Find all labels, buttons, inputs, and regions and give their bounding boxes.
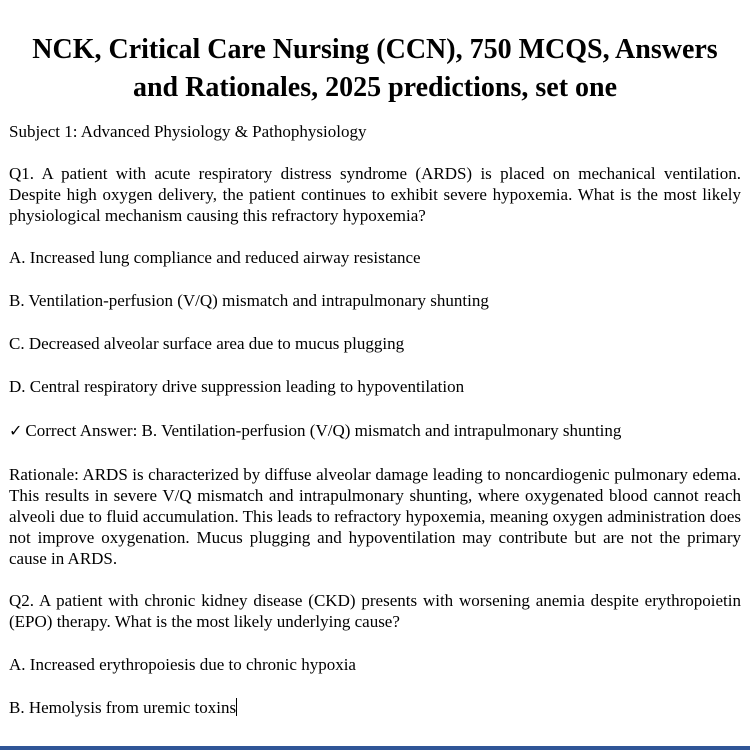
bottom-accent-bar xyxy=(0,746,750,750)
question-1-option-d: D. Central respiratory drive suppression leading to hypoventilation xyxy=(9,377,465,396)
text-cursor xyxy=(236,698,237,716)
check-mark-icon: ✓ xyxy=(9,421,23,440)
question-2-option-b-text: B. Hemolysis from uremic toxins xyxy=(9,698,237,717)
question-2-option-a: A. Increased erythropoiesis due to chronic hypoxia xyxy=(9,655,356,674)
question-1-rationale: Rationale: ARDS is characterized by diffuse alveolar damage leading to noncardiogenic pulmonary edema. This results in severe V/Q mismatch and intrapulmonary shunting, where oxygenated blood cannot reach alveoli due to fluid accumulation. This leads to refractory hypoxemia, meaning oxygen administration does not improve oxygenation. Mucus plugging and hypoventilation may contribute but are not the primary cause in ARDS. xyxy=(9,465,741,568)
subject-heading: Subject 1: Advanced Physiology & Pathophysiology xyxy=(9,122,367,141)
question-1-correct-answer xyxy=(9,420,741,441)
correct-answer-text: Correct Answer: B. Ventilation-perfusion (V/Q) mismatch and intrapulmonary shunting xyxy=(25,421,622,440)
question-2-text: Q2. A patient with chronic kidney disease (CKD) presents with worsening anemia despite erythropoietin (EPO) therapy. What is the most likely underlying cause? xyxy=(9,591,741,631)
question-2-option-b[interactable] xyxy=(9,697,741,718)
question-1-text: Q1. A patient with acute respiratory distress syndrome (ARDS) is placed on mechanical ventilation. Despite high oxygen delivery, the patient continues to exhibit severe hypoxemia. What is the most likely physiological mechanism causing this refractory hypoxemia? xyxy=(9,164,741,225)
document-title: NCK, Critical Care Nursing (CCN), 750 MCQS, Answers and Rationales, 2025 predictions, set one xyxy=(32,34,718,103)
question-1-option-b: B. Ventilation-perfusion (V/Q) mismatch and intrapulmonary shunting xyxy=(9,291,489,310)
question-1-option-c: C. Decreased alveolar surface area due to mucus plugging xyxy=(9,334,405,353)
question-1-option-a: A. Increased lung compliance and reduced airway resistance xyxy=(9,248,421,267)
